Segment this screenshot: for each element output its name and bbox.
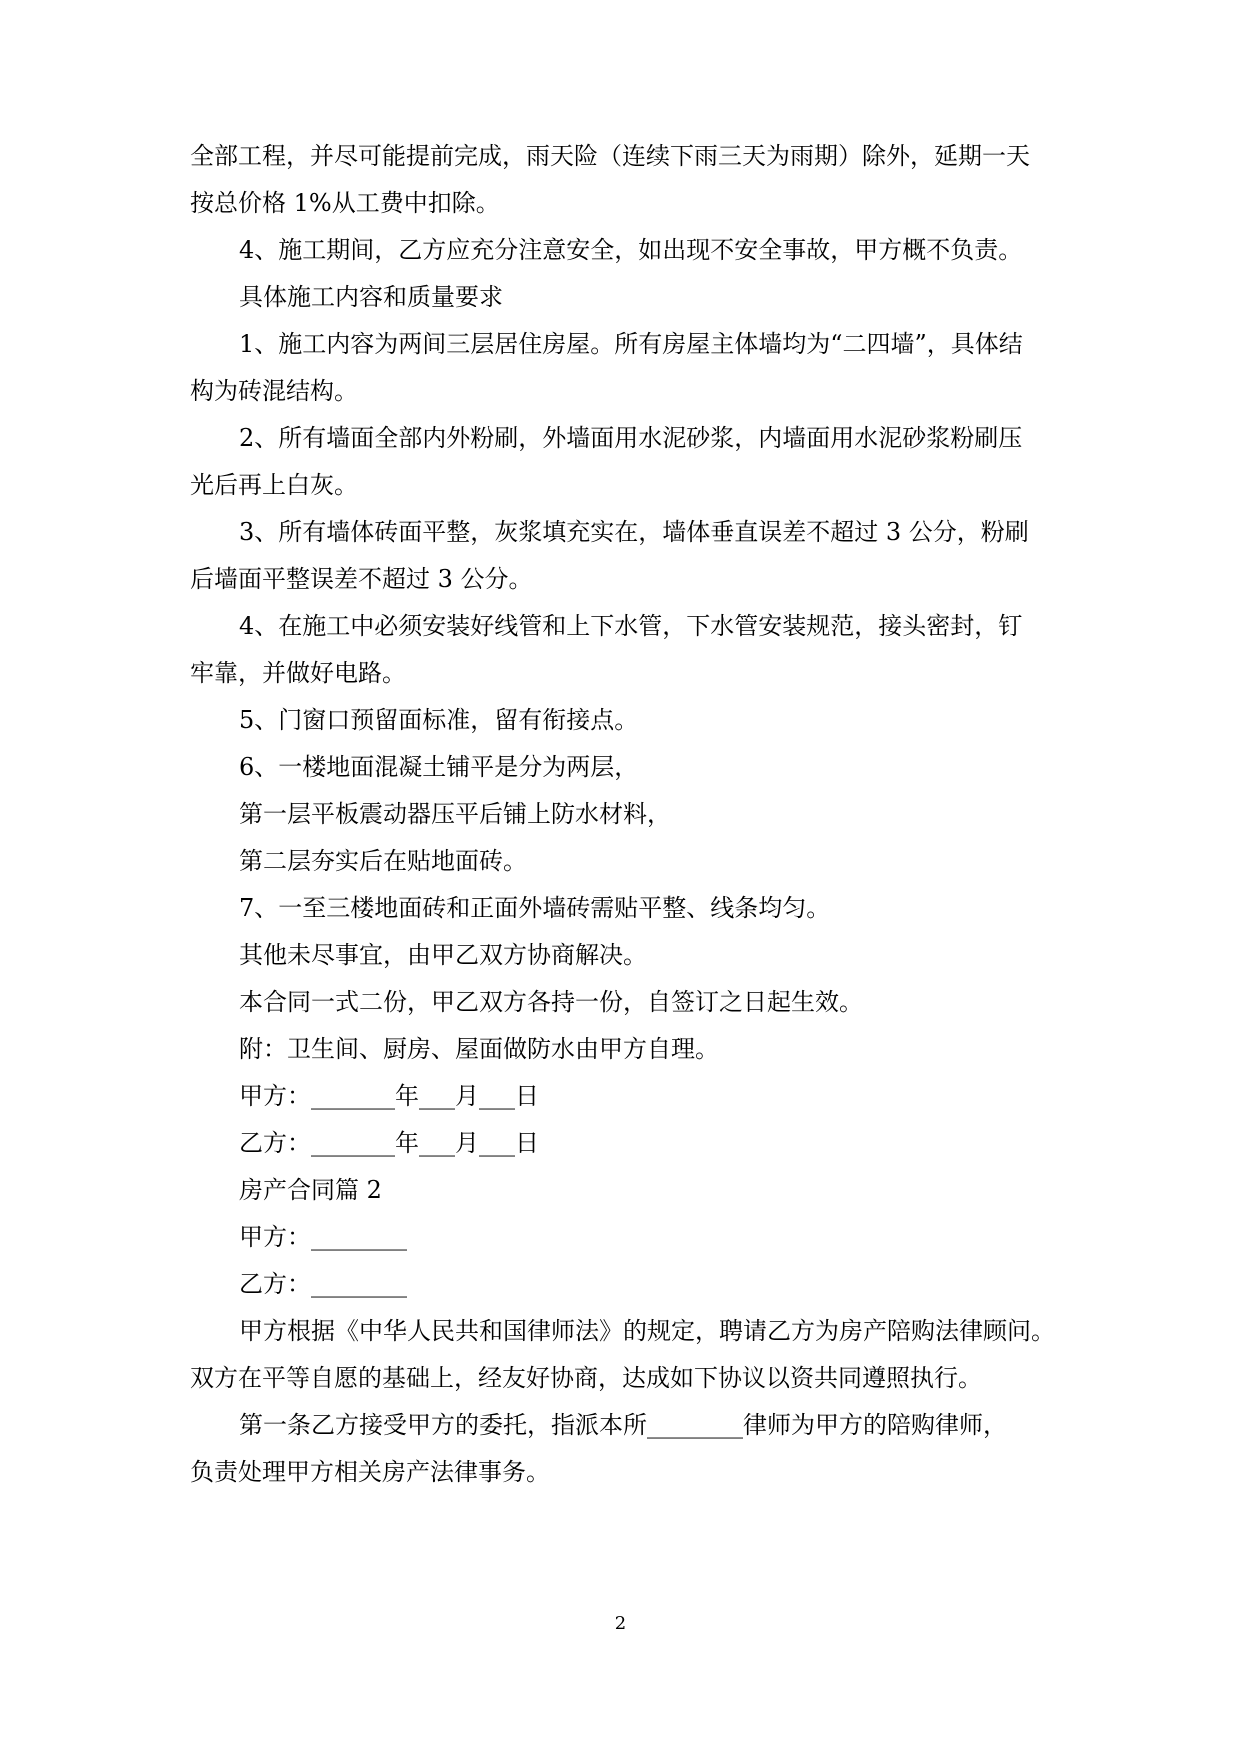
party-line: 乙方：________ — [239, 1270, 407, 1298]
section-title: 房产合同篇 2 — [239, 1176, 382, 1204]
text-line: 其他未尽事宜，由甲乙双方协商解决。 — [239, 941, 647, 969]
text-line: 第一条乙方接受甲方的委托，指派本所________律师为甲方的陪购律师， — [239, 1411, 1007, 1439]
text-line: 4、施工期间，乙方应充分注意安全，如出现不安全事故，甲方概不负责。 — [239, 236, 1023, 264]
text-line: 后墙面平整误差不超过 3 公分。 — [190, 565, 533, 593]
text-line: 本合同一式二份，甲乙双方各持一份，自签订之日起生效。 — [239, 988, 863, 1016]
text-line: 4、在施工中必须安装好线管和上下水管，下水管安装规范，接头密封，钉 — [239, 612, 1023, 640]
text-line: 2、所有墙面全部内外粉刷，外墙面用水泥砂浆，内墙面用水泥砂浆粉刷压 — [239, 424, 1023, 452]
text-line: 光后再上白灰。 — [190, 471, 358, 499]
text-line: 7、一至三楼地面砖和正面外墙砖需贴平整、线条均匀。 — [239, 894, 831, 922]
text-line: 双方在平等自愿的基础上，经友好协商，达成如下协议以资共同遵照执行。 — [190, 1364, 982, 1392]
text-line: 甲方根据《中华人民共和国律师法》的规定，聘请乙方为房产陪购法律顾问。 — [239, 1317, 1055, 1345]
text-line: 5、门窗口预留面标准，留有衔接点。 — [239, 706, 639, 734]
text-line: 全部工程，并尽可能提前完成，雨天险（连续下雨三天为雨期）除外，延期一天 — [190, 142, 1030, 170]
text-line: 按总价格 1%从工费中扣除。 — [190, 189, 500, 217]
text-line: 6、一楼地面混凝土铺平是分为两层， — [239, 753, 639, 781]
text-line: 负责处理甲方相关房产法律事务。 — [190, 1458, 550, 1486]
text-line: 第一层平板震动器压平后铺上防水材料， — [239, 800, 671, 828]
text-line: 1、施工内容为两间三层居住房屋。所有房屋主体墙均为“二四墙”，具体结 — [239, 330, 1023, 358]
page-number: 2 — [614, 1613, 627, 1634]
text-line: 附：卫生间、厨房、屋面做防水由甲方自理。 — [239, 1035, 719, 1063]
text-line: 构为砖混结构。 — [190, 377, 358, 405]
signature-line: 甲方：_______年___月___日 — [239, 1082, 539, 1110]
section-heading: 具体施工内容和质量要求 — [239, 283, 503, 311]
signature-line: 乙方：_______年___月___日 — [239, 1129, 539, 1157]
text-line: 3、所有墙体砖面平整，灰浆填充实在，墙体垂直误差不超过 3 公分，粉刷 — [239, 518, 1029, 546]
party-line: 甲方：________ — [239, 1223, 407, 1251]
text-line: 牢靠，并做好电路。 — [190, 659, 406, 687]
text-line: 第二层夯实后在贴地面砖。 — [239, 847, 527, 875]
